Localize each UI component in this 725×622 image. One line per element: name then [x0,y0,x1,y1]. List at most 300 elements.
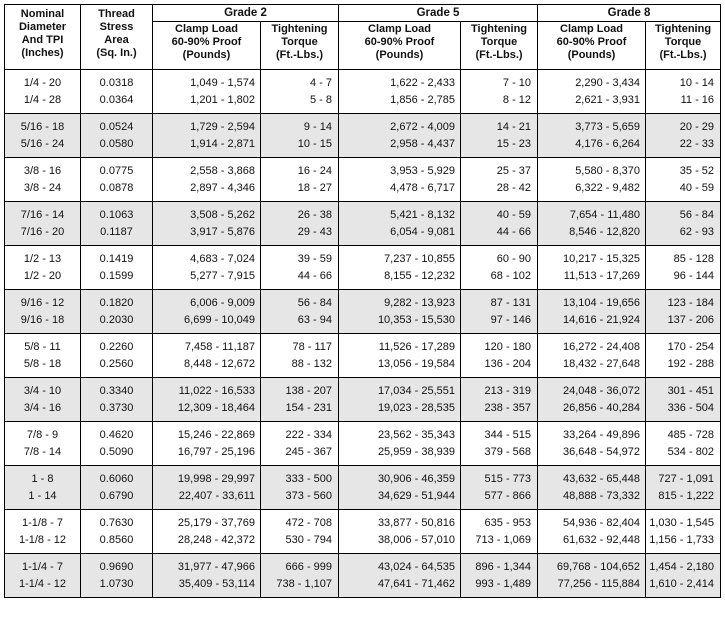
cell-nominal-size [5,466,81,510]
cell-grade5-torque [461,378,538,422]
cell-grade5-clamp-load [339,378,461,422]
cell-value: 4,176 - 6,264 [575,137,641,150]
cell-value: 3,953 - 5,929 [390,164,456,177]
cell-grade8-torque [646,466,721,510]
cell-value: 63 - 94 [297,313,333,326]
cell-value: 635 - 953 [484,516,532,529]
header-row-grades [5,5,721,22]
cell-nominal-size [5,70,81,114]
cell-stress-area [81,510,153,554]
cell-value: 6,322 - 9,482 [575,181,641,194]
cell-value: 1/2 - 20 [23,269,62,282]
cell-value: 43,024 - 64,535 [377,560,456,573]
cell-value: 26 - 38 [297,208,333,221]
cell-value: 60 - 90 [496,252,532,265]
cell-grade8-clamp-load [538,114,646,158]
cell-value: 0.9690 [99,560,134,573]
cell-value: 577 - 866 [484,489,532,502]
cell-grade2-torque [261,334,339,378]
cell-value: 136 - 204 [484,357,532,370]
table-row [5,246,721,290]
cell-value: 56 - 84 [297,296,333,309]
cell-value: 515 - 773 [484,472,532,485]
cell-grade8-torque [646,114,721,158]
cell-value: 5,580 - 8,370 [575,164,641,177]
cell-value: 0.4620 [99,428,134,441]
cell-value: 17,034 - 25,551 [377,384,456,397]
cell-value: 16,272 - 24,408 [562,340,641,353]
cell-value: 30,906 - 46,359 [377,472,456,485]
header-tightening-torque: Tightening Torque (Ft.-Lbs.) [461,22,538,70]
cell-value: 11,513 - 17,269 [563,269,641,282]
cell-grade5-clamp-load [339,158,461,202]
cell-value: 25,959 - 38,939 [377,445,456,458]
cell-value: 25 - 37 [496,164,532,177]
cell-stress-area [81,378,153,422]
cell-grade2-clamp-load [153,334,261,378]
cell-grade5-clamp-load [339,510,461,554]
cell-grade5-torque [461,466,538,510]
cell-value: 28 - 42 [496,181,532,194]
header-nominal: Nominal Diameter And TPI (Inches) [5,5,81,70]
cell-grade2-clamp-load [153,422,261,466]
cell-grade2-clamp-load [153,510,261,554]
cell-value: 0.1599 [99,269,134,282]
cell-value: 25,179 - 37,769 [177,516,255,529]
cell-value: 10 - 14 [679,76,715,89]
cell-value: 33,877 - 50,816 [377,516,456,529]
cell-value: 88 - 132 [291,357,333,370]
cell-value: 36,648 - 54,972 [562,445,641,458]
cell-grade2-clamp-load [153,290,261,334]
cell-stress-area [81,70,153,114]
cell-value: 8,448 - 12,672 [184,357,255,370]
cell-value: 3/4 - 16 [23,401,62,414]
cell-value: 13,056 - 19,584 [377,357,456,370]
cell-value: 0.0580 [99,137,134,150]
cell-nominal-size [5,246,81,290]
cell-value: 35 - 52 [679,164,715,177]
cell-grade5-torque [461,290,538,334]
cell-value: 2,897 - 4,346 [190,181,255,194]
cell-grade5-clamp-load [339,466,461,510]
cell-value: 5 - 8 [310,93,333,106]
cell-value: 336 - 504 [667,401,715,414]
cell-grade5-clamp-load [339,246,461,290]
cell-grade2-torque [261,246,339,290]
cell-value: 7,654 - 11,480 [569,208,641,221]
cell-nominal-size [5,334,81,378]
cell-grade5-torque [461,554,538,598]
cell-grade5-torque [461,334,538,378]
cell-stress-area [81,202,153,246]
cell-value: 1,454 - 2,180 [649,560,715,573]
cell-value: 0.0364 [99,93,134,106]
cell-value: 138 - 207 [285,384,333,397]
cell-value: 154 - 231 [285,401,333,414]
cell-value: 344 - 515 [484,428,532,441]
cell-value: 9,282 - 13,923 [384,296,456,309]
cell-value: 3/8 - 16 [23,164,62,177]
cell-value: 1,030 - 1,545 [649,516,715,529]
cell-grade5-clamp-load [339,290,461,334]
cell-grade8-torque [646,334,721,378]
cell-value: 3/8 - 24 [23,181,62,194]
cell-value: 97 - 146 [490,313,532,326]
table-row [5,158,721,202]
cell-stress-area [81,158,153,202]
cell-value: 13,104 - 19,656 [562,296,641,309]
cell-value: 1-1/8 - 7 [22,516,63,529]
cell-nominal-size [5,114,81,158]
cell-grade5-clamp-load [339,114,461,158]
cell-grade5-clamp-load [339,334,461,378]
cell-value: 192 - 288 [667,357,715,370]
cell-value: 1-1/8 - 12 [18,533,67,546]
cell-grade8-clamp-load [538,422,646,466]
cell-value: 44 - 66 [297,269,333,282]
cell-value: 18 - 27 [297,181,333,194]
cell-value: 896 - 1,344 [475,560,532,573]
cell-value: 6,006 - 9,009 [190,296,255,309]
cell-value: 40 - 59 [679,181,715,194]
cell-value: 28,248 - 42,372 [177,533,255,546]
cell-value: 170 - 254 [667,340,715,353]
cell-grade8-torque [646,422,721,466]
cell-value: 7 - 10 [502,76,532,89]
cell-grade2-clamp-load [153,466,261,510]
cell-value: 1,622 - 2,433 [390,76,456,89]
header-tightening-torque: Tightening Torque (Ft.-Lbs.) [261,22,339,70]
cell-value: 0.3730 [99,401,134,414]
cell-value: 7/8 - 9 [26,428,59,441]
cell-nominal-size [5,510,81,554]
cell-value: 4 - 7 [310,76,333,89]
cell-nominal-size [5,202,81,246]
cell-grade2-clamp-load [153,158,261,202]
cell-stress-area [81,246,153,290]
cell-value: 48,888 - 73,332 [562,489,641,502]
cell-value: 44 - 66 [496,225,532,238]
cell-value: 3,773 - 5,659 [575,120,641,133]
cell-value: 3/4 - 10 [23,384,62,397]
header-clamp-load: Clamp Load 60-90% Proof (Pounds) [538,22,646,70]
cell-grade5-torque [461,246,538,290]
cell-value: 26,856 - 40,284 [562,401,641,414]
cell-value: 6,699 - 10,049 [184,313,255,326]
cell-value: 4,478 - 6,717 [390,181,456,194]
table-row [5,422,721,466]
cell-stress-area [81,466,153,510]
cell-value: 10 - 15 [297,137,333,150]
cell-value: 2,558 - 3,868 [190,164,255,177]
cell-value: 69,768 - 104,652 [556,560,641,573]
cell-value: 8 - 12 [502,93,532,106]
cell-value: 1/2 - 13 [23,252,62,265]
cell-grade2-torque [261,466,339,510]
table-row [5,202,721,246]
cell-value: 2,621 - 3,931 [575,93,641,106]
cell-value: 19,998 - 29,997 [177,472,255,485]
cell-value: 47,641 - 71,462 [377,577,456,590]
cell-value: 137 - 206 [667,313,715,326]
header-clamp-load: Clamp Load 60-90% Proof (Pounds) [339,22,461,70]
cell-stress-area [81,114,153,158]
cell-value: 2,290 - 3,434 [575,76,641,89]
cell-grade2-torque [261,114,339,158]
cell-value: 1 - 8 [31,472,54,485]
cell-value: 85 - 128 [673,252,715,265]
cell-grade2-torque [261,70,339,114]
cell-grade2-clamp-load [153,70,261,114]
cell-grade5-torque [461,422,538,466]
cell-value: 78 - 117 [292,340,333,353]
cell-grade2-clamp-load [153,114,261,158]
cell-value: 0.7630 [99,516,134,529]
cell-value: 472 - 708 [285,516,333,529]
header-clamp-load: Clamp Load 60-90% Proof (Pounds) [153,22,261,70]
cell-value: 40 - 59 [496,208,532,221]
cell-grade8-torque [646,246,721,290]
cell-value: 6,054 - 9,081 [390,225,456,238]
cell-value: 1/4 - 20 [23,76,62,89]
cell-value: 485 - 728 [667,428,715,441]
cell-grade8-torque [646,554,721,598]
cell-grade8-clamp-load [538,70,646,114]
cell-value: 7,237 - 10,855 [384,252,456,265]
cell-value: 11 - 16 [680,93,715,106]
cell-grade2-torque [261,422,339,466]
cell-stress-area [81,334,153,378]
cell-stress-area [81,554,153,598]
cell-value: 2,672 - 4,009 [390,120,456,133]
cell-grade8-torque [646,378,721,422]
cell-value: 9/16 - 12 [20,296,65,309]
cell-value: 16 - 24 [297,164,333,177]
cell-grade8-clamp-load [538,466,646,510]
cell-grade2-torque [261,158,339,202]
cell-value: 39 - 59 [297,252,333,265]
cell-value: 22,407 - 33,611 [178,489,255,502]
cell-value: 2,958 - 4,437 [390,137,456,150]
cell-value: 62 - 93 [679,225,715,238]
cell-value: 1.0730 [99,577,134,590]
cell-grade5-torque [461,70,538,114]
cell-value: 0.1419 [99,252,134,265]
cell-grade2-clamp-load [153,378,261,422]
cell-value: 0.2030 [99,313,134,326]
cell-value: 0.5090 [99,445,134,458]
cell-value: 9/16 - 18 [20,313,65,326]
cell-value: 1,610 - 2,414 [649,577,715,590]
cell-value: 20 - 29 [679,120,715,133]
cell-grade8-clamp-load [538,290,646,334]
cell-grade8-clamp-load [538,334,646,378]
cell-value: 534 - 802 [667,445,715,458]
cell-value: 0.1187 [100,225,133,238]
cell-value: 15,246 - 22,869 [177,428,255,441]
cell-value: 727 - 1,091 [658,472,715,485]
cell-value: 1,729 - 2,594 [190,120,255,133]
cell-value: 379 - 568 [484,445,532,458]
cell-value: 96 - 144 [673,269,715,282]
cell-grade2-torque [261,290,339,334]
cell-value: 301 - 451 [667,384,715,397]
cell-grade2-torque [261,378,339,422]
table-row [5,378,721,422]
cell-value: 14,616 - 21,924 [562,313,641,326]
cell-value: 213 - 319 [484,384,532,397]
cell-value: 24,048 - 36,072 [562,384,641,397]
cell-nominal-size [5,378,81,422]
cell-value: 530 - 794 [285,533,333,546]
cell-grade8-clamp-load [538,202,646,246]
cell-grade8-torque [646,290,721,334]
cell-value: 0.8560 [99,533,134,546]
cell-value: 5/16 - 18 [20,120,65,133]
cell-value: 3,508 - 5,262 [190,208,255,221]
cell-value: 1/4 - 28 [23,93,62,106]
table-row [5,554,721,598]
cell-value: 0.2260 [99,340,134,353]
bolt-torque-table-container [4,4,720,598]
cell-value: 0.1063 [99,208,134,221]
cell-grade8-clamp-load [538,554,646,598]
cell-value: 713 - 1,069 [475,533,532,546]
cell-value: 0.0878 [99,181,134,194]
cell-value: 19,023 - 28,535 [377,401,456,414]
cell-value: 10,353 - 15,530 [377,313,456,326]
cell-value: 7/16 - 20 [20,225,65,238]
table-body [5,70,721,598]
cell-value: 1 - 14 [28,489,57,502]
cell-value: 238 - 357 [484,401,532,414]
cell-value: 5,421 - 8,132 [390,208,456,221]
cell-grade2-clamp-load [153,554,261,598]
table-row [5,290,721,334]
cell-grade2-clamp-load [153,202,261,246]
cell-value: 0.0775 [99,164,134,177]
cell-value: 23,562 - 35,343 [377,428,456,441]
cell-value: 87 - 131 [490,296,532,309]
cell-grade8-clamp-load [538,378,646,422]
cell-value: 9 - 14 [303,120,333,133]
header-tightening-torque: Tightening Torque (Ft.-Lbs.) [646,22,721,70]
cell-value: 123 - 184 [667,296,715,309]
cell-value: 0.1820 [99,296,134,309]
cell-value: 22 - 33 [679,137,715,150]
cell-value: 5/8 - 18 [23,357,62,370]
cell-grade5-torque [461,158,538,202]
cell-stress-area [81,290,153,334]
cell-value: 1-1/4 - 12 [18,577,67,590]
cell-grade5-torque [461,114,538,158]
cell-value: 7,458 - 11,187 [184,340,255,353]
cell-grade5-clamp-load [339,70,461,114]
table-row [5,70,721,114]
cell-value: 8,155 - 12,232 [384,269,456,282]
header-grade-2: Grade 2 [153,5,339,22]
cell-value: 0.0318 [99,76,134,89]
cell-value: 1,201 - 1,802 [190,93,255,106]
cell-value: 16,797 - 25,196 [177,445,255,458]
cell-value: 15 - 23 [496,137,532,150]
cell-grade2-clamp-load [153,246,261,290]
table-row [5,334,721,378]
cell-grade8-clamp-load [538,246,646,290]
cell-grade5-clamp-load [339,554,461,598]
cell-value: 11,022 - 16,533 [178,384,255,397]
cell-value: 0.6790 [99,489,134,502]
cell-grade8-torque [646,202,721,246]
cell-grade2-torque [261,202,339,246]
cell-grade2-torque [261,554,339,598]
cell-grade8-torque [646,70,721,114]
cell-value: 1,156 - 1,733 [649,533,715,546]
header-grade-5: Grade 5 [339,5,538,22]
cell-value: 61,632 - 92,448 [562,533,641,546]
cell-value: 3,917 - 5,876 [190,225,255,238]
cell-value: 77,256 - 115,884 [557,577,641,590]
cell-value: 120 - 180 [484,340,532,353]
cell-value: 34,629 - 51,944 [377,489,456,502]
cell-grade8-torque [646,510,721,554]
cell-value: 373 - 560 [285,489,333,502]
table-row [5,114,721,158]
cell-value: 4,683 - 7,024 [190,252,255,265]
header-thread-area: Thread Stress Area (Sq. In.) [81,5,153,70]
cell-value: 0.0524 [99,120,134,133]
header-grade-8: Grade 8 [538,5,721,22]
cell-value: 1,049 - 1,574 [190,76,255,89]
cell-value: 245 - 367 [285,445,333,458]
cell-grade2-torque [261,510,339,554]
cell-value: 0.3340 [99,384,134,397]
cell-value: 1,856 - 2,785 [390,93,456,106]
cell-grade5-clamp-load [339,422,461,466]
cell-nominal-size [5,422,81,466]
cell-value: 666 - 999 [285,560,333,573]
cell-nominal-size [5,290,81,334]
cell-grade5-clamp-load [339,202,461,246]
cell-value: 18,432 - 27,648 [562,357,641,370]
cell-value: 8,546 - 12,820 [569,225,641,238]
cell-grade5-torque [461,202,538,246]
cell-value: 12,309 - 18,464 [177,401,255,414]
cell-value: 222 - 334 [285,428,333,441]
cell-value: 35,409 - 53,114 [178,577,255,590]
cell-value: 14 - 21 [496,120,532,133]
bolt-torque-table [4,4,721,598]
cell-grade8-torque [646,158,721,202]
cell-value: 5/16 - 24 [20,137,65,150]
cell-value: 31,977 - 47,966 [177,560,255,573]
cell-value: 38,006 - 57,010 [377,533,456,546]
cell-value: 33,264 - 49,896 [562,428,641,441]
cell-value: 43,632 - 65,448 [562,472,641,485]
cell-value: 1-1/4 - 7 [22,560,63,573]
cell-nominal-size [5,554,81,598]
cell-value: 0.2560 [99,357,134,370]
cell-value: 56 - 84 [679,208,715,221]
cell-value: 333 - 500 [285,472,333,485]
cell-value: 68 - 102 [490,269,532,282]
cell-value: 29 - 43 [297,225,333,238]
cell-value: 5,277 - 7,915 [190,269,255,282]
cell-value: 7/8 - 14 [23,445,62,458]
cell-nominal-size [5,158,81,202]
cell-value: 54,936 - 82,404 [562,516,641,529]
